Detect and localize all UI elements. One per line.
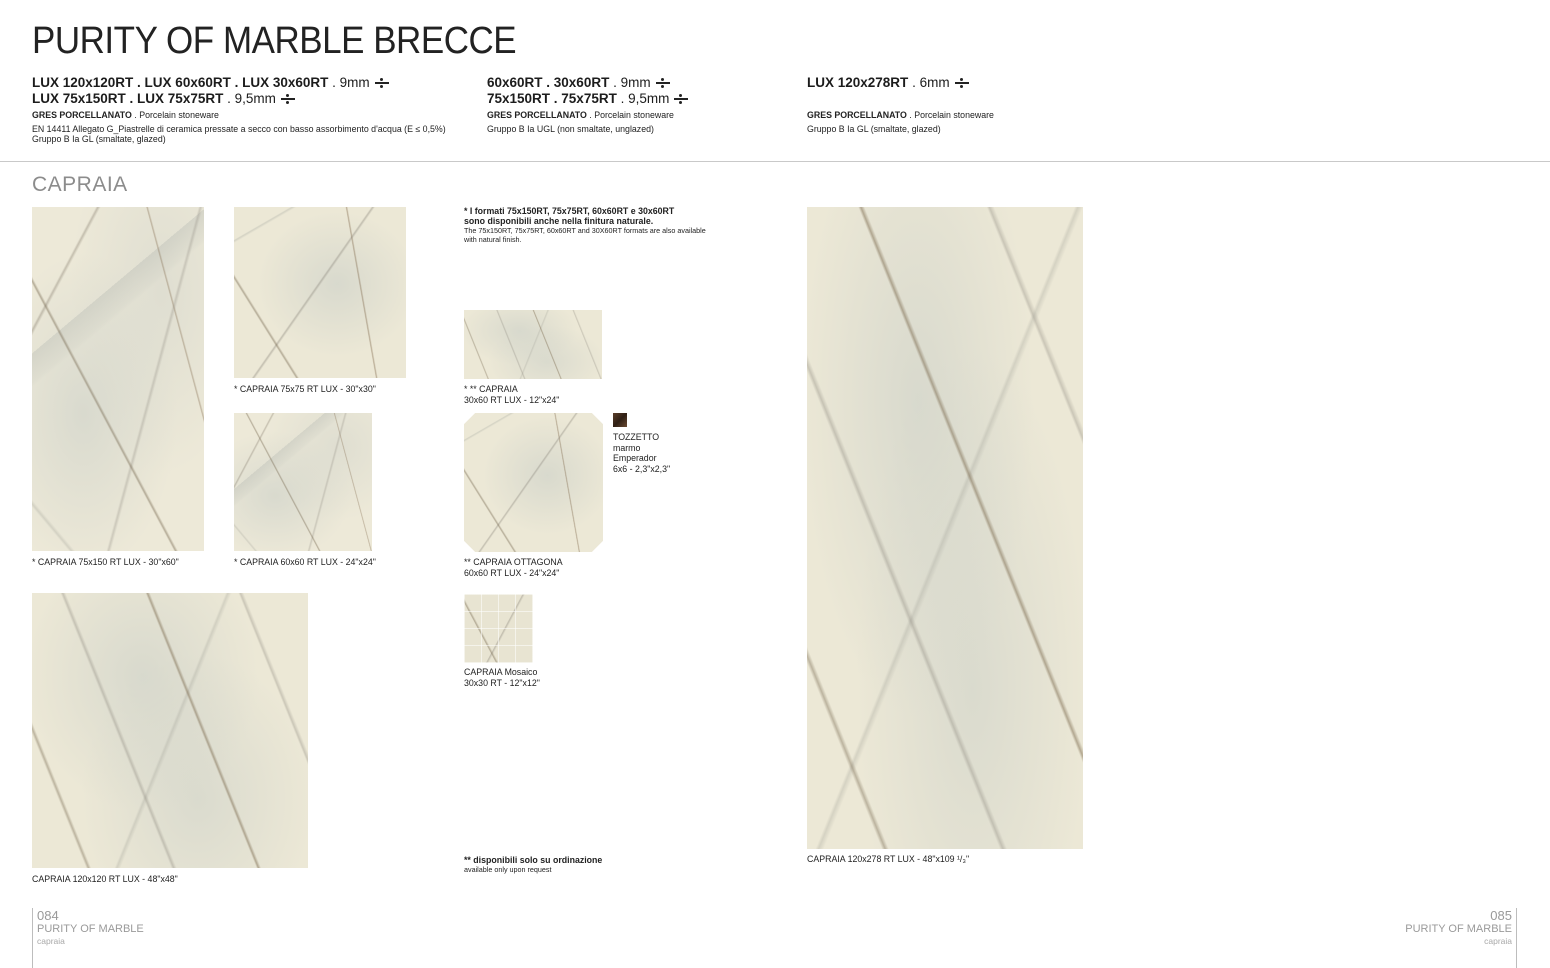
tile-image-30x60 bbox=[464, 310, 602, 379]
tozzetto-swatch bbox=[613, 413, 627, 427]
footer-rule-left bbox=[32, 908, 33, 968]
caption-mosaico bbox=[464, 667, 540, 688]
thickness: . 6mm bbox=[908, 75, 949, 90]
thickness: . 9,5mm bbox=[223, 91, 276, 106]
note-en-line: with natural finish. bbox=[464, 235, 522, 244]
header-divider bbox=[0, 161, 1550, 162]
spec-column-2 bbox=[487, 75, 688, 134]
material-name: GRES PORCELLANATO bbox=[487, 110, 587, 120]
thickness-divide-icon bbox=[656, 78, 670, 88]
caption-line: 6x6 - 2,3"x2,3" bbox=[613, 463, 671, 474]
tile-image-75x150 bbox=[32, 207, 204, 551]
material-translation: . Porcelain stoneware bbox=[134, 110, 219, 120]
material-name: GRES PORCELLANATO bbox=[807, 110, 907, 120]
caption-75x150: * CAPRAIA 75x150 RT LUX - 30"x60" bbox=[32, 557, 179, 567]
caption-line: 60x60 RT LUX - 24"x24" bbox=[464, 567, 560, 578]
spec-line bbox=[487, 91, 688, 107]
material-line bbox=[32, 110, 446, 120]
format-list: 75x150RT . 75x75RT bbox=[487, 91, 617, 106]
caption-line: marmo bbox=[613, 442, 641, 453]
caption-line: CAPRAIA Mosaico bbox=[464, 667, 538, 677]
footer-series: capraia bbox=[37, 936, 65, 946]
page-number: 084 bbox=[37, 908, 59, 923]
material-name: GRES PORCELLANATO bbox=[32, 110, 132, 120]
caption-60x60: * CAPRAIA 60x60 RT LUX - 24"x24" bbox=[234, 557, 376, 567]
thickness-divide-icon bbox=[674, 94, 688, 104]
caption-120x278: CAPRAIA 120x278 RT LUX - 48"x109 ¹/₃" bbox=[807, 854, 970, 864]
thickness: . 9mm bbox=[609, 75, 650, 90]
tile-image-ottagona bbox=[464, 413, 603, 552]
caption-line: * ** CAPRAIA bbox=[464, 384, 518, 394]
norm-line: Gruppo B Ia UGL (non smaltate, unglazed) bbox=[487, 124, 654, 134]
caption-line: ** CAPRAIA OTTAGONA bbox=[464, 557, 563, 567]
material-line bbox=[807, 110, 994, 120]
footer-collection: PURITY OF MARBLE bbox=[1405, 923, 1512, 935]
format-list: 60x60RT . 30x60RT bbox=[487, 75, 610, 90]
thickness: . 9,5mm bbox=[617, 91, 670, 106]
order-note-en: available only upon request bbox=[464, 865, 552, 874]
tile-image-60x60 bbox=[234, 413, 372, 551]
caption-120x120: CAPRAIA 120x120 RT LUX - 48"x48" bbox=[32, 874, 178, 884]
thickness-divide-icon bbox=[955, 78, 969, 88]
spec-column-1 bbox=[32, 75, 446, 144]
spec-line bbox=[807, 75, 994, 91]
note-it-line: * I formati 75x150RT, 75x75RT, 60x60RT e 30x60RT bbox=[464, 206, 675, 216]
material-translation: . Porcelain stoneware bbox=[909, 110, 994, 120]
caption-tozzetto bbox=[613, 432, 670, 474]
spec-line bbox=[32, 75, 446, 91]
thickness: . 9mm bbox=[328, 75, 369, 90]
thickness-divide-icon bbox=[375, 78, 389, 88]
material-line bbox=[487, 110, 688, 120]
tile-image-120x278 bbox=[807, 207, 1083, 849]
note-it-line: sono disponibili anche nella finitura naturale. bbox=[464, 216, 654, 226]
footer-series: capraia bbox=[1484, 936, 1512, 946]
norm-line: Gruppo B Ia GL (smaltate, glazed) bbox=[807, 124, 941, 134]
note-en-line: The 75x150RT, 75x75RT, 60x60RT and 30X60RT formats are also available bbox=[464, 226, 706, 235]
material-translation: . Porcelain stoneware bbox=[589, 110, 674, 120]
format-list: LUX 120x120RT . LUX 60x60RT . LUX 30x60RT bbox=[32, 75, 329, 90]
caption-line: TOZZETTO bbox=[613, 432, 660, 442]
format-list: LUX 75x150RT . LUX 75x75RT bbox=[32, 91, 224, 106]
spec-line bbox=[32, 91, 446, 107]
page-number: 085 bbox=[1490, 908, 1512, 923]
spec-line bbox=[487, 75, 688, 91]
natural-finish-note bbox=[464, 206, 706, 244]
footer-rule-right bbox=[1516, 908, 1517, 968]
norm-line: Gruppo B Ia GL (smaltate, glazed) bbox=[32, 134, 166, 144]
page-title: PURITY OF MARBLE BRECCE bbox=[32, 20, 517, 62]
format-list: LUX 120x278RT bbox=[807, 75, 909, 90]
footer-right bbox=[1405, 908, 1512, 947]
caption-ottagona bbox=[464, 557, 563, 578]
caption-line: Emperador bbox=[613, 453, 657, 463]
tile-image-mosaico bbox=[464, 594, 533, 663]
section-title: CAPRAIA bbox=[32, 173, 128, 196]
footer-collection: PURITY OF MARBLE bbox=[37, 923, 144, 935]
caption-line: 30x60 RT LUX - 12"x24" bbox=[464, 394, 560, 405]
caption-75x75: * CAPRAIA 75x75 RT LUX - 30"x30" bbox=[234, 384, 376, 394]
thickness-divide-icon bbox=[281, 94, 295, 104]
norm-line: EN 14411 Allegato G_Piastrelle di ceramica pressate a secco con basso assorbimento d'acqua (E ≤ 0,5%) bbox=[32, 124, 446, 134]
tile-image-120x120 bbox=[32, 593, 308, 868]
footer-left bbox=[37, 908, 144, 947]
caption-line: 30x30 RT - 12"x12" bbox=[464, 677, 540, 688]
order-note-it: ** disponibili solo su ordinazione bbox=[464, 855, 603, 865]
spec-column-3 bbox=[807, 75, 994, 134]
order-note bbox=[464, 855, 602, 874]
tile-image-75x75 bbox=[234, 207, 406, 378]
caption-30x60 bbox=[464, 384, 559, 405]
